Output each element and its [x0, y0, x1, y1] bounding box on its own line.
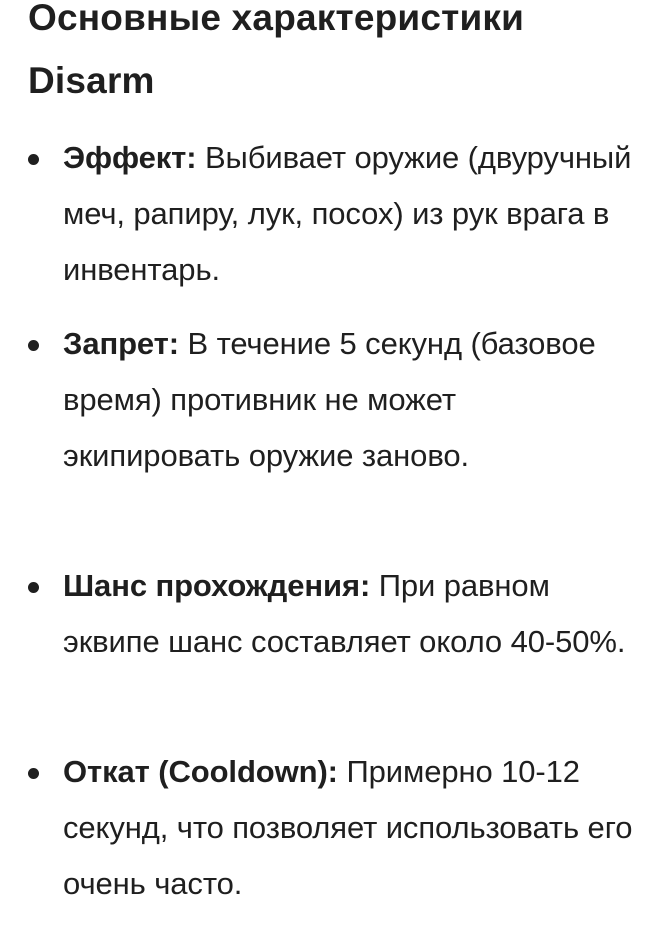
list-item-description: При равном эквипе шанс составляет около 40-50%. [63, 568, 626, 659]
list-item-text [63, 130, 633, 298]
list-item-term: Откат (Cooldown): [63, 754, 338, 789]
bullet-icon [28, 768, 39, 779]
bullet-icon [28, 340, 39, 351]
list-item-description: В течение 5 секунд (базовое время) противник не может экипировать оружие заново. [63, 326, 596, 473]
bullet-icon [28, 582, 39, 593]
list-item-term: Шанс прохождения: [63, 568, 371, 603]
list-item-description: Выбивает оружие (двуручный меч, рапиру, лук, посох) из рук врага в инвентарь. [63, 140, 632, 287]
list-item-term: Эффект: [63, 140, 197, 175]
list-item-text [63, 316, 633, 484]
list-item-text [63, 744, 633, 912]
list-item-text [63, 558, 633, 670]
bullet-icon [28, 154, 39, 165]
list-item-term: Запрет: [63, 326, 179, 361]
section-heading: Основные характеристики Disarm [28, 0, 525, 101]
list-item-description: Примерно 10-12 секунд, что позволяет использовать его очень часто. [63, 754, 633, 901]
